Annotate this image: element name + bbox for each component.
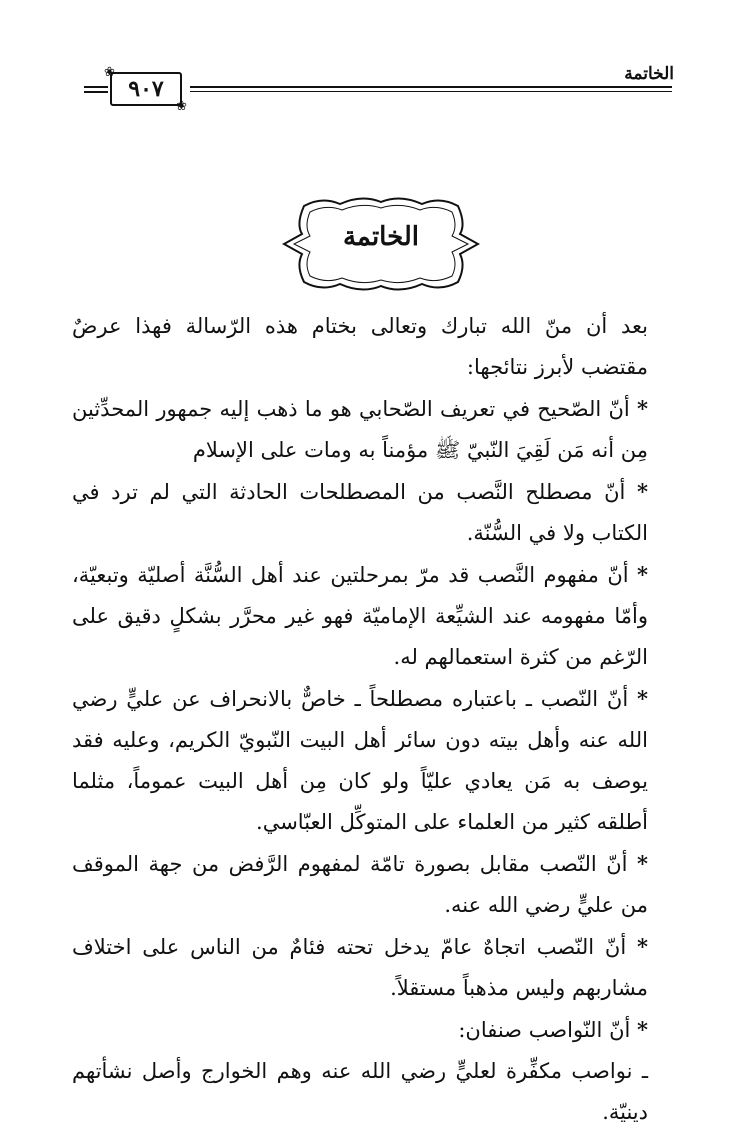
page-number-box <box>110 72 182 106</box>
list-item <box>72 843 680 926</box>
intro-paragraph: بعد أن منّ الله تبارك وتعالى بختام هذه الرّسالة فهذا عرضٌ مقتضب لأبرز نتائجها: <box>72 314 648 379</box>
bullet-star-icon: * <box>637 934 648 959</box>
bullet-star-icon: * <box>637 562 648 587</box>
list-item-text: أنّ مصطلح النَّصب من المصطلحات الحادثة التي لم ترد في الكتاب ولا في السُّنّة. <box>72 480 648 545</box>
list-item-text: أنّ النّصب ـ باعتباره مصطلحاً ـ خاصٌّ بالانحراف عن عليٍّ رضي الله عنه وأهل بيته دون سائر أهل البيت النّبويّ الكريم، وعليه فقد يوصف به مَن يعادي عليّاً ولو كان مِن أهل البيت عموماً، مثلما أطلقه كثير من العلماء على المتوكِّل العبّاسي. <box>72 687 648 834</box>
bullet-star-icon: * <box>637 396 648 421</box>
list-item <box>72 471 680 554</box>
list-item <box>72 554 680 678</box>
bullet-star-icon: * <box>637 1017 648 1042</box>
bullet-star-icon: * <box>637 851 648 876</box>
bullet-star-icon: * <box>637 479 648 504</box>
header-rule <box>190 86 672 100</box>
chapter-title: الخاتمة <box>342 222 420 252</box>
corner-ornament-icon: ❀ <box>104 65 115 80</box>
page-header <box>0 0 752 120</box>
header-rule-left <box>84 86 108 96</box>
body-text <box>72 306 680 1133</box>
list-item-text: أنّ مفهوم النَّصب قد مرّ بمرحلتين عند أهل السُّنَّة أصليّة وتبعيّة، وأمّا مفهومه عند الشيِّعة الإماميّة فهو غير محرَّر بشكلٍ دقيق على الرّغم من كثرة استعمالهم له. <box>72 563 648 669</box>
sub-list-item: ـ نواصب مكفِّرة لعليٍّ رضي الله عنه وهم الخوارج وأصل نشأتهم دينيّة. <box>72 1059 648 1124</box>
list-item <box>72 388 680 471</box>
list-item <box>72 678 680 843</box>
bullet-star-icon: * <box>637 686 648 711</box>
list-item-text: أنّ النّصب اتجاهٌ عامّ يدخل تحته فئامٌ من الناس على اختلاف مشاربهم وليس مذهباً مستقلاً. <box>72 935 648 1000</box>
corner-ornament-icon: ❀ <box>176 99 187 114</box>
list-item <box>72 1009 680 1051</box>
list-item-text: أنّ النّصب مقابل بصورة تامّة لمفهوم الرَّفض من جهة الموقف من عليٍّ رضي الله عنه. <box>72 852 648 917</box>
list-item-text: أنّ الصّحيح في تعريف الصّحابي هو ما ذهب إليه جمهور المحدِّثين مِن أنه مَن لَقِيَ النّبيّ ﷺ مؤمناً به ومات على الإسلام <box>72 397 648 462</box>
list-item <box>72 926 680 1009</box>
list-item-text: أنّ النّواصب صنفان: <box>458 1018 631 1042</box>
running-title: الخاتمة <box>624 64 674 84</box>
page-number: ٩٠٧ <box>128 76 164 102</box>
